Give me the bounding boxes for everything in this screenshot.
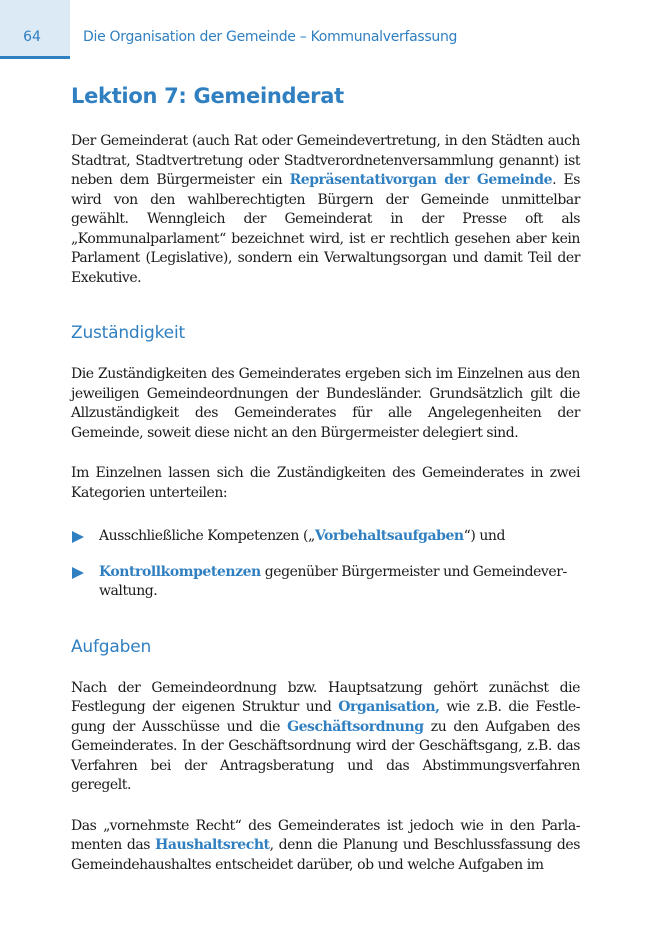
triangle-bullet-icon <box>72 567 84 579</box>
section-heading-zustaendigkeit: Zuständigkeit <box>71 323 185 343</box>
list-item <box>71 527 580 547</box>
running-title: Die Organisation der Gemeinde – Kommunalverfassung <box>83 29 458 45</box>
page-content <box>71 84 580 875</box>
bullet-1-text-after: “) und <box>463 528 505 544</box>
triangle-bullet-icon <box>72 531 84 543</box>
glossary-link-repraesentativorgan[interactable]: Repräsentativorgan der Gemeinde <box>289 172 553 188</box>
aufgaben-paragraph-1 <box>71 679 580 796</box>
lesson-title: Lektion 7: Gemeinderat <box>71 84 344 108</box>
aufgaben-paragraph-2 <box>71 817 580 876</box>
intro-text-1: Der Gemeinderat (auch Rat oder Gemeindevertretung, in den Städten auch Stadtrat, Stadtvertretung oder Stadtverordnetenversammlung genannt) ist neben dem Bürgermeister ein <box>71 133 580 188</box>
section-heading-aufgaben: Aufgaben <box>71 636 152 657</box>
list-item <box>71 563 580 602</box>
intro-text-2: . Es wird von den wahlberechtigten Bürgern der Gemeinde unmittelbar gewählt. Wenngleich der Gemeinderat in der Presse oft als „Kommunalparlament“ bezeichnet wird, ist er rechtlich gesehen aber kein Parlament (Legislative), sondern ein Verwaltungsorgan und damit Teil der Exekutive. <box>71 172 581 286</box>
bullet-1-text-before: Ausschließliche Kompetenzen („ <box>99 528 315 544</box>
glossary-link-organisation[interactable]: Organisation, <box>338 699 440 715</box>
intro-paragraph <box>71 132 580 288</box>
aufgaben-p1-text-3: zu den Aufgaben des Gemeinderates. In der Geschäftsordnung wird der Geschäftsgang, z.B. das Verfahren bei der Antragsberatung und das Abstimmungsverfahren geregelt. <box>71 718 580 793</box>
page-number: 64 <box>23 29 41 45</box>
zustaendigkeit-paragraph-1: Die Zuständigkeiten des Gemeinderates ergeben sich im Einzelnen aus den jeweiligen Gemeindeordnungen der Bundesländer. Grundsätzlich gilt die Allzuständigkeit des Gemeinderates für alle Angelegenheiten der Gemeinde, soweit diese nicht an den Bürgermeister delegiert sind. <box>71 366 580 441</box>
aufgaben-p2-text-2: , denn die Planung und Beschlussfassung des Gemeindehaushaltes entscheidet darüber, ob und welche Aufgaben im <box>71 837 580 873</box>
glossary-link-geschaeftsordnung[interactable]: Geschäftsordnung <box>287 718 424 735</box>
glossary-link-vorbehaltsaufgaben[interactable]: Vorbehaltsaufgaben <box>314 528 464 544</box>
glossary-link-haushaltsrecht[interactable]: Haushaltsrecht <box>155 837 270 853</box>
zustaendigkeit-paragraph-2: Im Einzelnen lassen sich die Zuständigkeiten des Gemeinderates in zwei Kategorien unterteilen: <box>71 465 580 501</box>
aufgaben-p2-text-1: Das „vornehmste Recht“ des Gemeinderates ist jedoch wie in den Parla-menten das <box>71 817 580 853</box>
glossary-link-kontrollkompetenzen[interactable]: Kontrollkompetenzen <box>99 563 261 580</box>
aufgaben-p1-text-1: Nach der Gemeindeordnung bzw. Hauptsatzung gehört zunächst die Festlegung der eigenen Struktur und <box>71 679 580 715</box>
aufgaben-p1-text-2: wie z.B. die Festle-gung der Ausschüsse und die <box>71 699 580 735</box>
bullet-2-text-after: gegenüber Bürgermeister und Gemeindever-waltung. <box>99 563 567 599</box>
header-accent-line <box>0 56 70 59</box>
